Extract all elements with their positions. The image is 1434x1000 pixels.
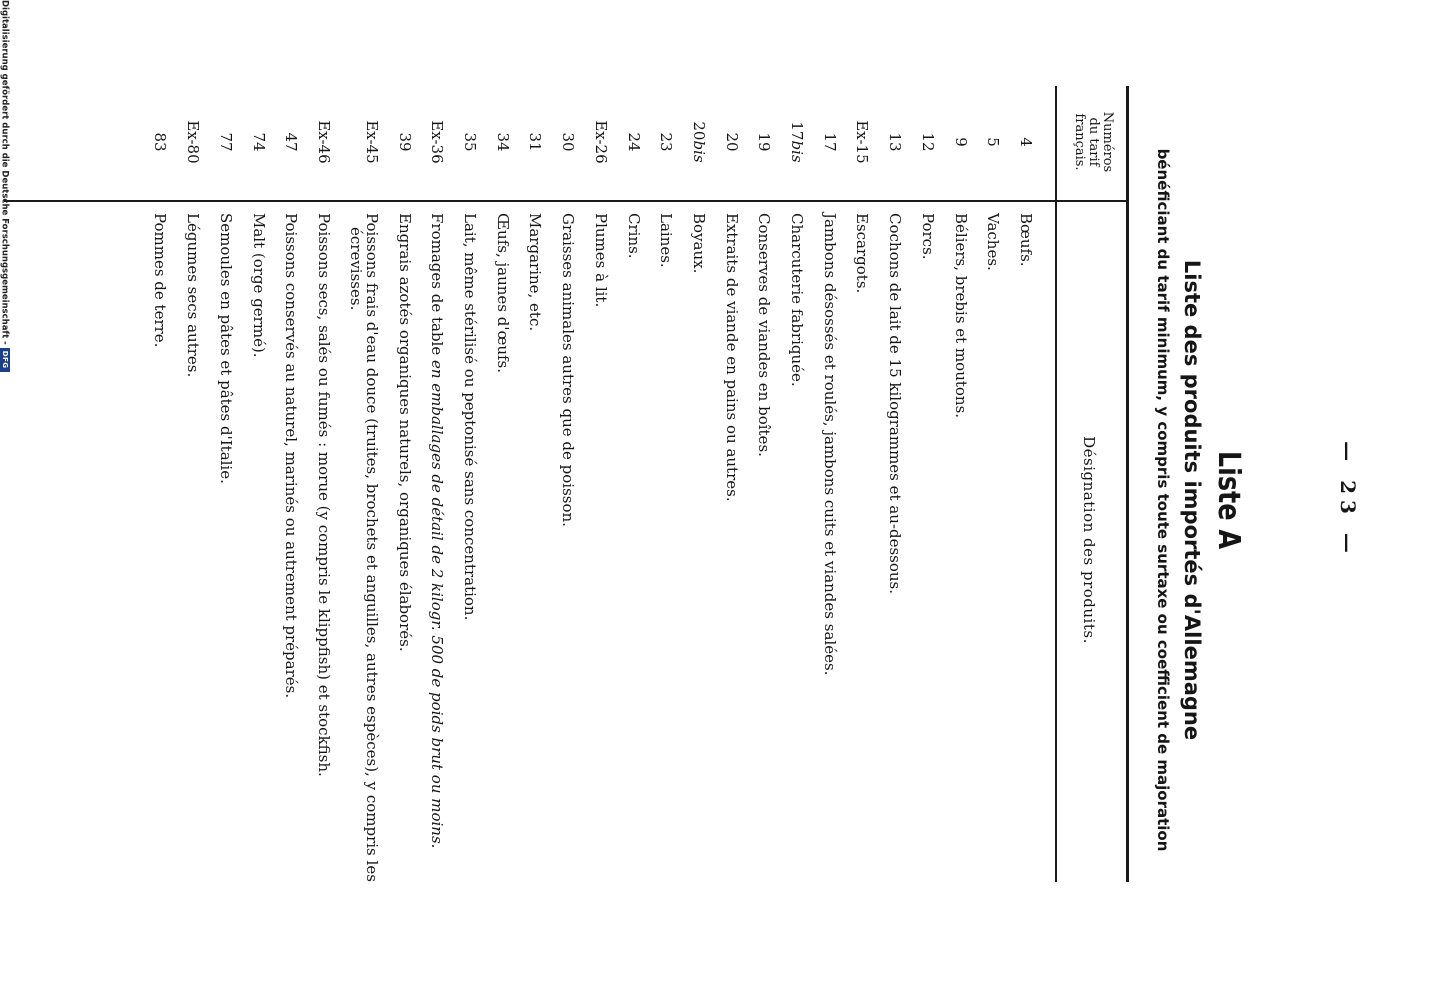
product-designation: Cochons de lait de 15 kilogrammes et au-dessous.	[886, 213, 905, 595]
tariff-number: 34	[493, 132, 512, 152]
tariff-number: Ex-26	[591, 120, 610, 164]
table-header-rule	[1055, 86, 1057, 882]
table-row	[176, 0, 209, 1000]
tariff-number: 4	[1017, 137, 1035, 147]
tariff-number: Ex-36	[428, 120, 447, 164]
product-designation: Boyaux.	[689, 213, 708, 274]
table-row	[453, 0, 486, 1000]
product-designation: Malt (orge germé).	[249, 213, 268, 358]
page-subtitle: Liste des produits importés d'Allemagne	[1180, 259, 1204, 741]
tariff-number: 77	[216, 132, 235, 152]
product-designation: Pommes de terre.	[151, 213, 170, 348]
table-row	[780, 0, 813, 1000]
tariff-number-suffix: bis	[788, 140, 807, 163]
product-designation	[348, 213, 380, 973]
page-subtitle-secondary: bénéficiant du tarif minimum, y compris toute surtaxe ou coefficient de majoration	[1154, 148, 1172, 852]
product-designation: Poissons conservés au naturel, marinés ou autrement préparés.	[282, 213, 301, 699]
table-row	[486, 0, 519, 1000]
header-tariff-number-line: du tarif	[1086, 117, 1101, 167]
product-designation: Vaches.	[984, 213, 1003, 271]
table-row	[388, 0, 421, 1000]
product-designation: Charcuterie fabriquée.	[788, 213, 807, 387]
product-designation: Légumes secs autres.	[184, 213, 203, 378]
page-title: Liste A	[1211, 450, 1246, 550]
dfg-logo: DFG	[0, 348, 10, 372]
header-designation: Désignation des produits.	[1080, 436, 1098, 644]
table-row	[911, 0, 944, 1000]
designation-line: écrevisses.	[346, 227, 365, 311]
tariff-number: 20	[722, 132, 741, 152]
tariff-number: 31	[526, 132, 545, 152]
table-row	[340, 0, 388, 1000]
header-tariff-number-line: français.	[1072, 113, 1087, 171]
product-designation: Porcs.	[918, 213, 937, 260]
table-row	[584, 0, 617, 1000]
header-tariff-number	[1072, 92, 1114, 192]
table-row	[813, 0, 846, 1000]
digitization-footer	[0, 0, 10, 1000]
tariff-number: Ex-15	[853, 120, 872, 164]
table-row	[977, 0, 1010, 1000]
tariff-number: 9	[951, 137, 970, 147]
product-table-body	[144, 0, 1042, 1000]
tariff-number	[780, 92, 813, 192]
tariff-number: 39	[395, 132, 414, 152]
tariff-number: 12	[918, 132, 937, 152]
tariff-number: 47	[282, 132, 301, 152]
product-designation: Margarine, etc.	[526, 213, 545, 332]
designation-text: Fromages de table	[428, 213, 447, 360]
designation-line: Poissons frais d'eau douce (truites, brochets et anguilles, autres espèces), y compris les	[362, 213, 381, 882]
tariff-number	[682, 92, 715, 192]
designation-italic-text: en emballages de détail de 2 kilogr. 500 de poids brut ou moins.	[428, 359, 447, 849]
table-row	[242, 0, 275, 1000]
footer-text: Digitalisierung gefördert durch die Deutsche Forschungsgemeinschaft -	[0, 0, 10, 345]
tariff-number: 74	[249, 132, 268, 152]
table-row	[519, 0, 552, 1000]
product-designation: Extraits de viande en pains ou autres.	[722, 213, 741, 502]
tariff-number: 23	[657, 132, 676, 152]
tariff-number-main: 17	[788, 121, 807, 141]
table-row	[715, 0, 748, 1000]
table-row	[551, 0, 584, 1000]
tariff-number: 13	[886, 132, 905, 152]
tariff-number: Ex-46	[314, 120, 333, 164]
tariff-number: 19	[755, 132, 774, 152]
tariff-number: Ex-80	[184, 120, 203, 164]
tariff-number: Ex-45	[362, 120, 381, 164]
table-row	[209, 0, 242, 1000]
product-designation: Jambons désossés et roulés, jambons cuits et viandes salées.	[820, 213, 839, 676]
table-row	[275, 0, 308, 1000]
tariff-number: 83	[151, 132, 170, 152]
product-designation: Poissons secs, salés ou fumés : morue (y compris le klippfish) et stockfish.	[314, 213, 333, 777]
table-row	[682, 0, 715, 1000]
product-designation: Engrais azotés organiques naturels, organiques élaborés.	[395, 213, 414, 652]
tariff-number: 17	[820, 132, 839, 152]
tariff-number: 24	[624, 132, 643, 152]
page-number: — 23 —	[1336, 441, 1360, 559]
product-designation: Lait, même stérilisé ou peptonisé sans concentration.	[461, 213, 480, 621]
product-designation: Conserves de viandes en boîtes.	[755, 213, 774, 457]
table-row	[307, 0, 340, 1000]
product-designation: Œufs, jaunes d'œufs.	[493, 213, 512, 373]
table-row	[617, 0, 650, 1000]
tariff-number: 5	[984, 137, 1003, 147]
product-designation: Laines.	[657, 213, 676, 268]
tariff-number: 30	[559, 132, 578, 152]
table-row	[878, 0, 911, 1000]
product-designation: Bœufs.	[1017, 213, 1035, 267]
tariff-number-suffix: bis	[689, 140, 708, 163]
table-row	[144, 0, 177, 1000]
table-row	[944, 0, 977, 1000]
product-designation: Crins.	[624, 213, 643, 259]
header-tariff-number-line: Numéros	[1100, 111, 1115, 173]
product-designation: Graisses animales autres que de poisson.	[559, 213, 578, 527]
table-row	[1009, 0, 1042, 1000]
product-designation: Plumes à lit.	[591, 213, 610, 308]
product-designation: Escargots.	[853, 213, 872, 294]
table-row	[650, 0, 683, 1000]
tariff-number-main: 20	[689, 121, 708, 141]
product-designation	[421, 213, 454, 973]
table-row	[846, 0, 879, 1000]
table-row	[421, 0, 454, 1000]
table-row	[748, 0, 781, 1000]
product-designation: Béliers, brebis et moutons.	[951, 213, 970, 419]
table-top-rule	[1126, 86, 1129, 882]
tariff-number: 35	[461, 132, 480, 152]
product-designation: Semoules en pâtes et pâtes d'Italie.	[216, 213, 235, 484]
